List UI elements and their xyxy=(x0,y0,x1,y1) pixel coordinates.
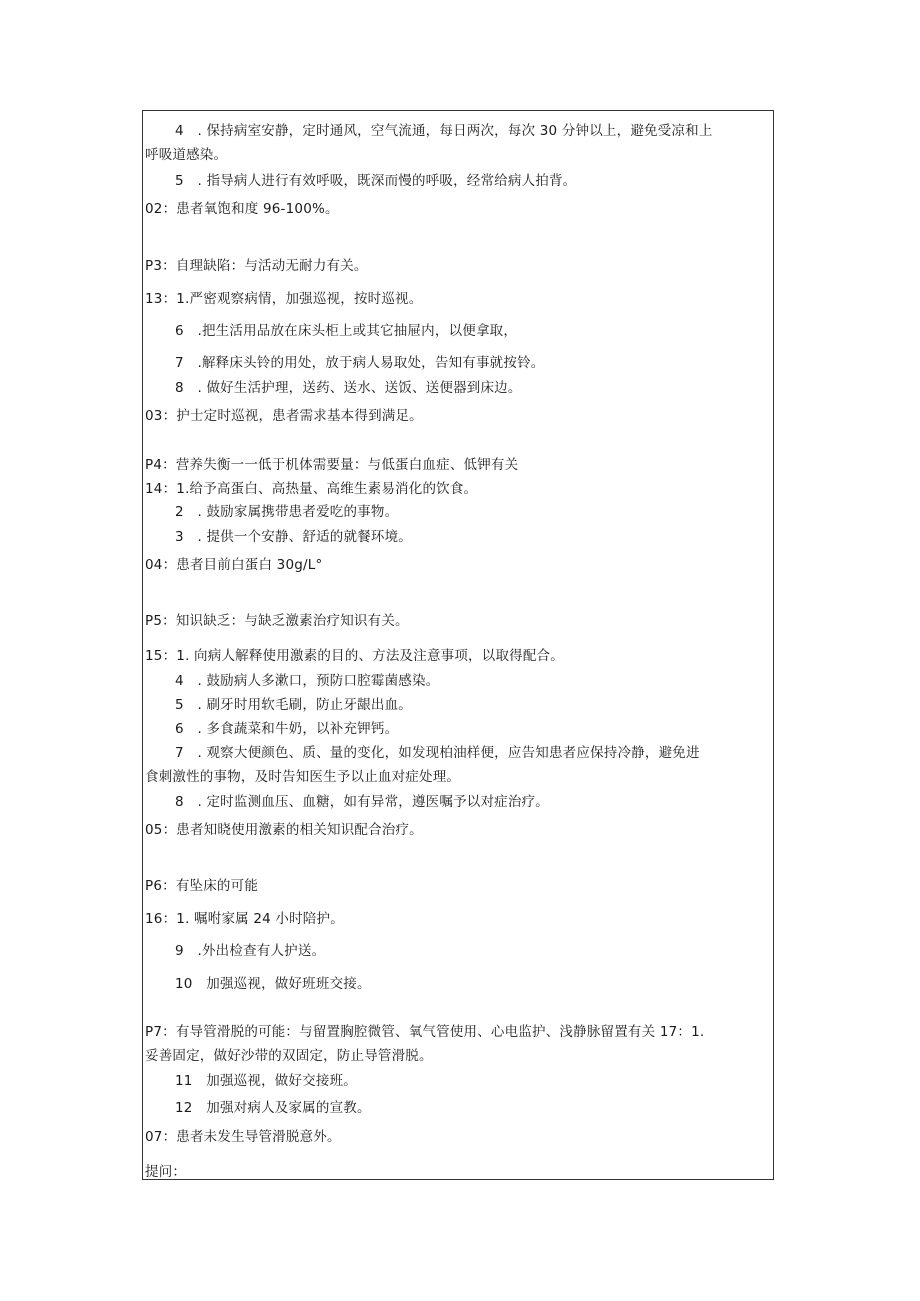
text-line: 2 . 鼓励家属携带患者爱吃的事物。 xyxy=(175,504,399,520)
text-line: 妥善固定，做好沙带的双固定，防止导管滑脱。 xyxy=(145,1048,433,1064)
text-line: 8 . 做好生活护理，送药、送水、送饭、送便器到床边。 xyxy=(175,380,522,396)
text-line: 04：患者目前白蛋白 30g∕L° xyxy=(145,557,323,573)
text-line: 5 . 指导病人进行有效呼吸，既深而慢的呼吸，经常给病人拍背。 xyxy=(175,173,577,189)
text-line: 6 .把生活用品放在床头柜上或其它抽屉内，以便拿取， xyxy=(175,323,518,339)
text-line: 07：患者未发生导管滑脱意外。 xyxy=(145,1129,341,1145)
text-line: 03：护士定时巡视，患者需求基本得到满足。 xyxy=(145,408,423,424)
section-heading: P3：自理缺陷：与活动无耐力有关。 xyxy=(145,258,368,274)
section-heading: P6：有坠床的可能 xyxy=(145,878,259,894)
text-line: 7 .解释床头铃的用处，放于病人易取处，告知有事就按铃。 xyxy=(175,355,545,371)
text-line: 4 . 保持病室安静，定时通风，空气流通，每日两次，每次 30 分钟以上，避免受凉和上 xyxy=(175,123,713,139)
text-line: 呼吸道感染。 xyxy=(145,147,228,163)
text-line: 10 加强巡视，做好班班交接。 xyxy=(175,976,371,992)
section-heading: P5：知识缺乏：与缺乏激素治疗知识有关。 xyxy=(145,613,409,629)
text-line: 15：1. 向病人解释使用激素的目的、方法及注意事项，以取得配合。 xyxy=(145,648,564,664)
text-line: 4 . 鼓励病人多漱口，预防口腔霉菌感染。 xyxy=(175,673,440,689)
text-line: 6 . 多食蔬菜和牛奶，以补充钾钙。 xyxy=(175,721,399,737)
text-line: 14：1.给予高蛋白、高热量、高维生素易消化的饮食。 xyxy=(145,481,478,497)
text-line: 11 加强巡视，做好交接班。 xyxy=(175,1073,357,1089)
text-line: 8 . 定时监测血压、血糖，如有异常，遵医嘱予以对症治疗。 xyxy=(175,794,549,810)
text-line: 5 . 刷牙时用软毛刷，防止牙龈出血。 xyxy=(175,697,412,713)
text-line: 7 . 观察大便颜色、质、量的变化，如发现柏油样便，应告知患者应保持冷静，避免进 xyxy=(175,745,700,761)
text-line: 02：患者氧饱和度 96-100%。 xyxy=(145,201,339,217)
text-line: 13：1.严密观察病情，加强巡视，按时巡视。 xyxy=(145,291,423,307)
text-line: 16：1. 嘱咐家属 24 小时陪护。 xyxy=(145,911,344,927)
section-heading: P7：有导管滑脱的可能：与留置胸腔微管、氧气管使用、心电监护、浅静脉留置有关 17：1. xyxy=(145,1024,705,1040)
text-line: 12 加强对病人及家属的宣教。 xyxy=(175,1100,371,1116)
text-line: 05：患者知晓使用激素的相关知识配合治疗。 xyxy=(145,822,423,838)
section-heading: P4：营养失衡一一低于机体需要量：与低蛋白血症、低钾有关 xyxy=(145,457,519,473)
text-line: 9 .外出检查有人护送。 xyxy=(175,943,326,959)
text-line: 3 . 提供一个安静、舒适的就餐环境。 xyxy=(175,529,412,545)
text-line: 食刺激性的事物，及时告知医生予以止血对症处理。 xyxy=(145,769,461,785)
question-label: 提问： xyxy=(145,1164,187,1180)
